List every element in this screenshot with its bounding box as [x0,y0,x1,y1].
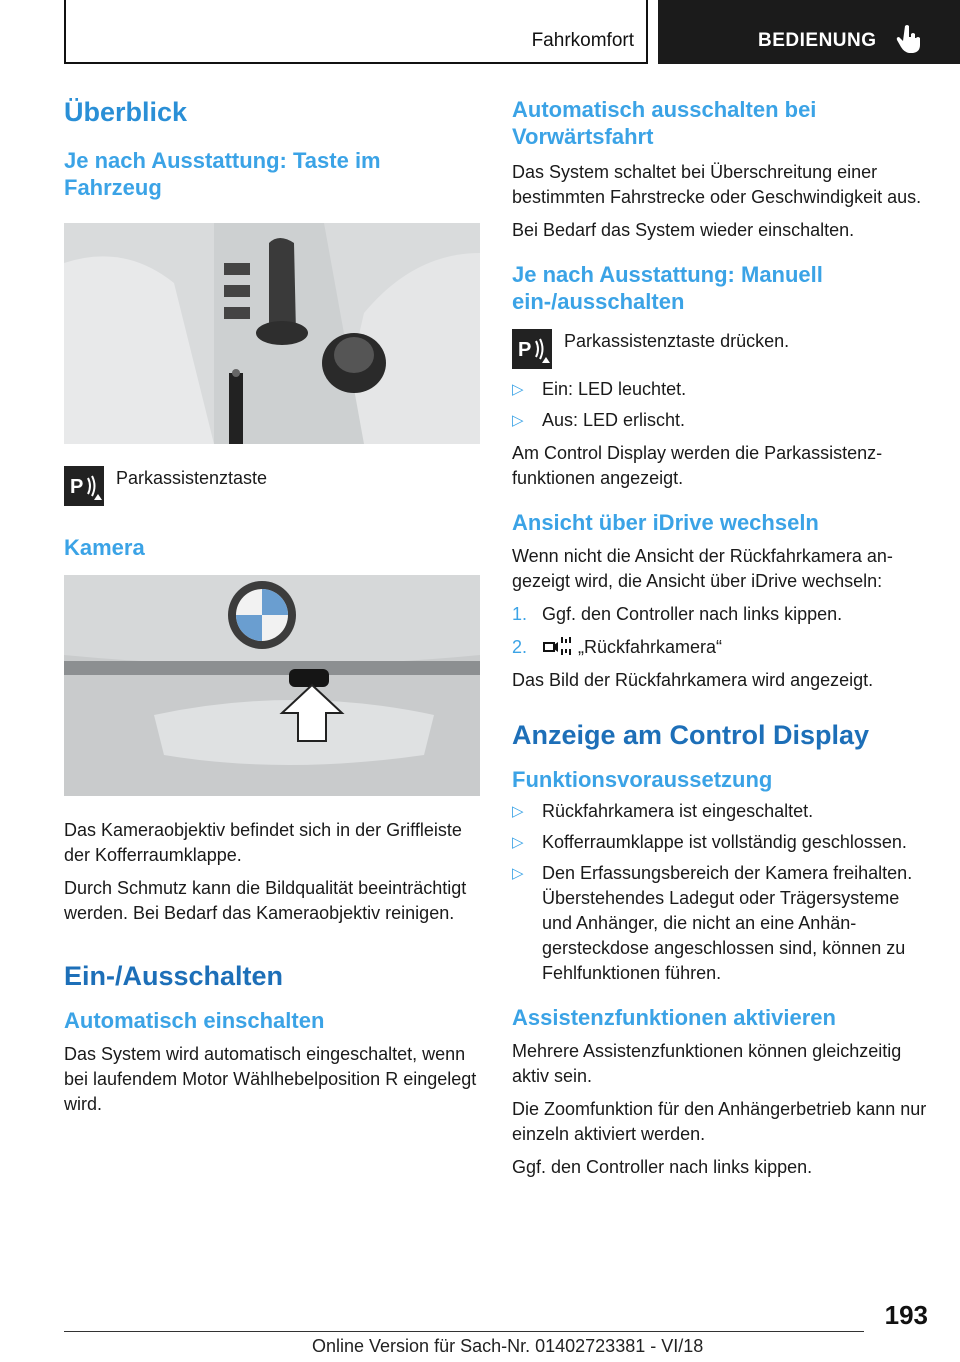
rear-camera-image [64,575,480,796]
idrive-intro-text: Wenn nicht die Ansicht der Rückfahrkamera angezeigt wird, die Ansicht über iDrive wechseln: [512,546,893,591]
list-item: 1. Ggf. den Controller nach links kippen. [512,604,843,624]
heading-auto-off: Automatisch ausschalten bei Vorwärtsfahrt [512,97,817,149]
park-assist-caption: Parkassistenztaste [116,468,268,488]
heading-manual-on-off: Je nach Ausstattung: Manuell ein-/ausschalten [512,262,823,314]
camera-dirt-text: Durch Schmutz kann die Bildqualität beeinträchtigt werden. Bei Bedarf das Kameraobjektiv reinigen. [64,878,467,923]
rear-camera-icon [542,635,572,657]
list-item: ▷ Rückfahrkamera ist eingeschaltet. [512,801,814,821]
park-assist-icon [64,466,104,506]
heading-button-in-vehicle: Je nach Ausstattung: Taste im Fahrzeug [64,148,381,200]
list-item: ▷ Kofferraumklappe ist vollständig geschlossen. [512,832,907,852]
heading-on-off: Ein-/Ausschalten [64,961,284,991]
park-assist-legend [64,466,480,508]
assist-text-1: Mehrere Assistenzfunktionen können gleichzeitig aktiv sein. [512,1041,902,1086]
assist-text-3: Ggf. den Controller nach links kippen. [512,1157,813,1177]
list-item: ▷ Ein: LED leuchtet. [512,379,687,399]
list-item: ▷ Aus: LED erlischt. [512,410,686,430]
heading-prerequisites: Funktionsvoraussetzung [512,767,773,792]
header-chapter-label: BEDIENUNG [758,30,877,51]
park-assist-press-line [512,329,928,371]
heading-idrive-view: Ansicht über iDrive wechseln [512,510,819,535]
footer-version-text: Online Version für Sach-Nr. 01402723381 - VI/18 [312,1336,704,1356]
assist-text-2: Die Zoomfunktion für den Anhängerbetrieb kann nur einzeln aktiviert werden. [512,1099,927,1144]
heading-auto-on: Automatisch einschalten [64,1008,325,1033]
heading-assist-activate: Assistenzfunktionen aktivieren [512,1005,836,1030]
svg-text:P: P [518,339,532,361]
page-number: 193 [884,1300,928,1330]
park-assist-icon [512,329,552,369]
header-section-title: Fahrkomfort [531,30,634,51]
prerequisite-list [512,799,928,986]
auto-on-text: Das System wird automatisch eingeschaltet, wenn bei laufendem Motor Wählhebelposition R eingelegt wird. [64,1044,477,1114]
footer-divider [64,1331,864,1332]
left-column [64,96,480,1117]
hand-pointer-icon [896,24,922,54]
manual-led-list [512,377,928,433]
right-column [512,96,928,1180]
idrive-result-text: Das Bild der Rückfahrkamera wird angezeigt. [512,670,874,690]
list-item: 2. „Rückfahrkamera“ [512,637,723,657]
heading-control-display: Anzeige am Control Display [512,720,870,750]
camera-location-text: Das Kameraobjektiv befindet sich in der Griffleiste der Kofferraumklappe. [64,820,462,865]
list-item: ▷ Den Erfassungsbereich der Kamera freihalten. Überstehendes Ladegut oder Trägersysteme und Anhänger, die nicht an eine Anhängersteckdose angeschlossen sind, können zu Fehlfunktionen führen. [512,863,913,983]
svg-text:P: P [70,476,84,498]
heading-camera: Kamera [64,535,145,560]
park-assist-press-text: Parkassistenztaste drücken. [564,331,790,351]
auto-off-text-2: Bei Bedarf das System wieder einschalten. [512,220,855,240]
heading-overview: Überblick [64,97,188,127]
auto-off-text-1: Das System schaltet bei Überschreitung einer bestimmten Fahrstrecke oder Geschwindigkeit aus. [512,162,922,207]
center-console-image [64,223,480,444]
idrive-steps [512,602,928,660]
manual-display-text: Am Control Display werden die Parkassistenzfunktionen angezeigt. [512,443,883,488]
header-chapter-tab [658,0,960,64]
